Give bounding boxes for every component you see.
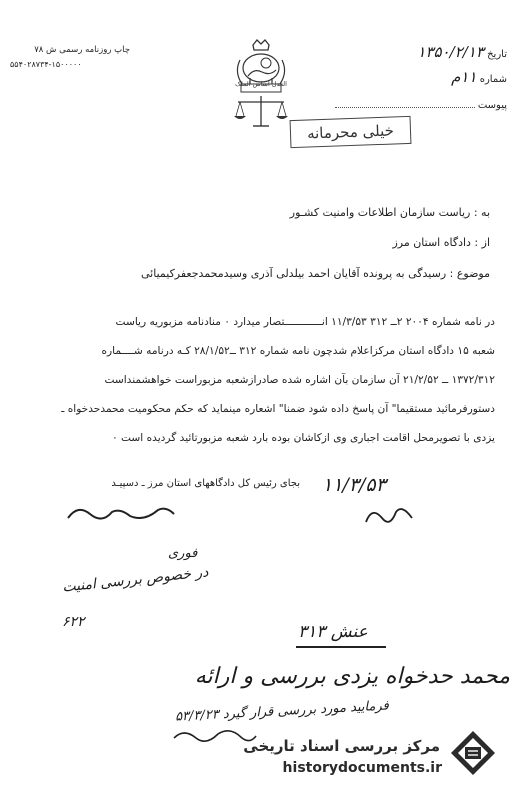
note-ref-underline (296, 646, 386, 648)
archive-url: historydocuments.ir (282, 760, 442, 776)
subject-field: موضوع : رسیدگی به پرونده آقایان احمد بیلدلی آذری وسیدمحمدجعفرکیمیائی (140, 267, 490, 280)
archive-org-name: مرکز بررسی اسناد تاریخی (243, 737, 440, 755)
body-line-4: دستورفرمائید مستقیما" آن پاسخ داده شود ضمنا" اشعاره مینماید که حکم محکومیت محمدحدخواه ـ (61, 403, 495, 415)
note-instruction: فرمایید مورد بررسی قرار گیرد ۵۳/۳/۲۳ (174, 698, 390, 725)
body-line-1: در نامه شماره ۲۰۰۴ ۲ــ ۳۱۲ ۱۱/۳/۵۳ انــــــــــــتصار میدارد ۰ منادنامه مزبوریه ریاست (115, 316, 495, 328)
archive-logo-icon (448, 728, 498, 778)
note-review: محمد حدخواه یزدی بررسی و ارائه (194, 664, 510, 689)
handwritten-date: ۱۱/۳/۵۳ (322, 474, 386, 496)
code-number: ۵۵۴۰۲۸۷۳۴-۱۵۰۰۰۰۰ (10, 60, 82, 69)
body-line-2: شعبه ۱۵ دادگاه استان مرکزاعلام شدچون نامه شماره ۳۱۲ ــ۲۸/۱/۵۲ کـه درنامه شــــماره (101, 345, 495, 357)
number-value: ۱۱م (451, 68, 477, 86)
signature-title: بجای رئیس کل دادگاههای استان مرز ـ دسپیـد (111, 478, 300, 489)
note-number: ۶۲۲ (62, 614, 85, 630)
note-urgent: فوری (168, 546, 198, 561)
print-license: چاپ روزنامه رسمی ش ۷۸ (34, 45, 130, 55)
date-label: تاریخ (487, 49, 507, 60)
to-field: به : ریاست سازمان اطلاعات وامنیت کشـور (289, 206, 490, 219)
classification-stamp: خیلی محرمانه (290, 116, 412, 148)
note-security: در خصوص بررسی امنیت (61, 564, 210, 596)
date-value: ۱۳۵۰/۲/۱۳ (417, 43, 484, 61)
signature-scribble (60, 498, 180, 528)
body-line-5: یزدی با تصویرمحل اقامت اجباری وی ازکاشان بوده بارد شعبه مزبورتائید گردیده است ۰ (111, 432, 495, 444)
body-line-3: ۱۳۷۲/۳۱۲ ــ ۲۱/۲/۵۲ آن سازمان بآن اشاره شده صادرازشعبه مزبوراست خواهشمنداست (104, 374, 495, 386)
initials-scribble (360, 500, 420, 530)
attachment-label: پیوست (477, 100, 507, 111)
number-label: شماره (479, 74, 507, 85)
emblem-motto: العدل اساس الملک (235, 80, 287, 88)
from-field: از : دادگاه استان مرز (392, 236, 490, 249)
note-ref: عنش ۳۱۳ (298, 622, 368, 642)
